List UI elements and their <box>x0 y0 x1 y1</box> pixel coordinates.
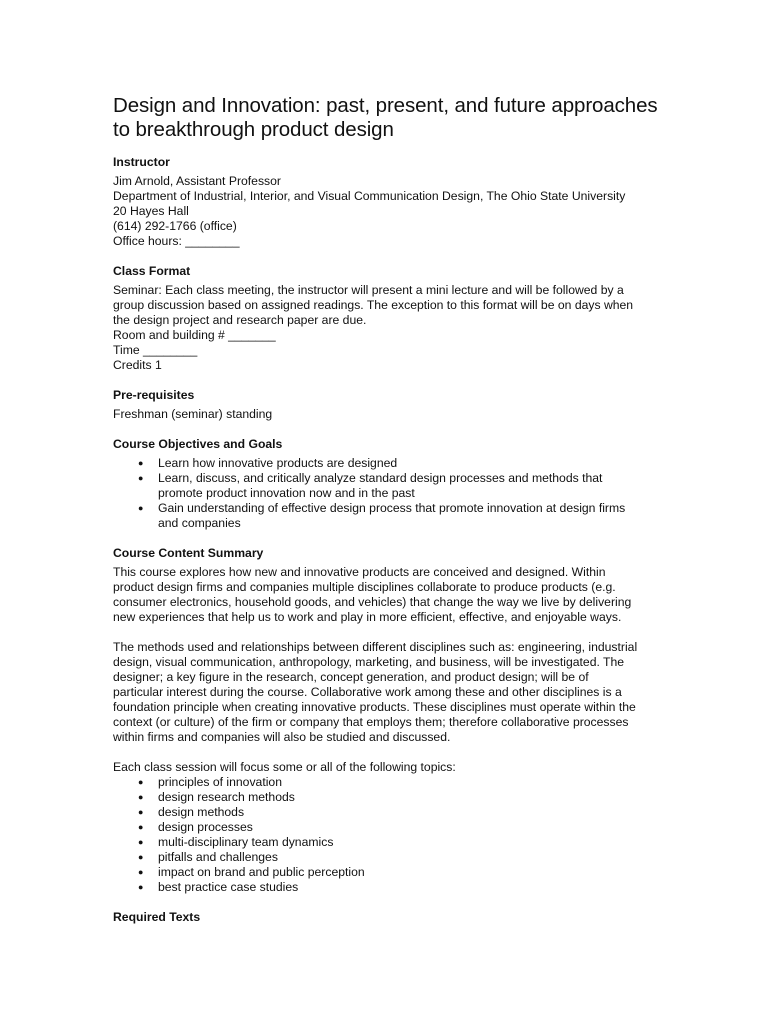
instructor-department: Department of Industrial, Interior, and Visual Communication Design, The Ohio State University <box>113 189 626 203</box>
bullet-icon: ● <box>138 807 144 817</box>
bullet-icon: ● <box>138 792 144 802</box>
topic-text: best practice case studies <box>158 880 299 894</box>
topic-text: design processes <box>158 820 253 834</box>
title-line-1: Design and Innovation: past, present, and future approaches <box>113 94 658 117</box>
objective-text: Learn how innovative products are designed <box>158 456 398 470</box>
title-line-2: to breakthrough product design <box>113 118 394 141</box>
instructor-phone: (614) 292-1766 (office) <box>113 219 237 233</box>
class-format-section <box>113 264 670 373</box>
topic-text: multi-disciplinary team dynamics <box>158 835 334 849</box>
topic-text: impact on brand and public perception <box>158 865 365 879</box>
paragraph-line: consumer electronics, household goods, and vehicles) that change the way we live by delivering <box>113 595 632 609</box>
paragraph-line: This course explores how new and innovative products are conceived and designed. Within <box>113 565 606 579</box>
paragraph-line: foundation principle when creating innovative products. These disciplines must operate within the <box>113 700 636 714</box>
class-format-heading: Class Format <box>113 264 191 278</box>
paragraph-line: within firms and companies will also be studied and discussed. <box>113 730 451 744</box>
prerequisites-text: Freshman (seminar) standing <box>113 407 273 421</box>
bullet-icon: ● <box>138 458 144 468</box>
topics-intro: Each class session will focus some or all of the following topics: <box>113 760 456 774</box>
list-item <box>138 880 670 895</box>
list-item <box>138 501 670 531</box>
instructor-office-hours: Office hours: ________ <box>113 234 240 248</box>
list-item <box>138 835 670 850</box>
bullet-icon: ● <box>138 837 144 847</box>
topics-list <box>113 775 670 895</box>
topic-text: pitfalls and challenges <box>158 850 278 864</box>
prerequisites-heading: Pre-requisites <box>113 388 195 402</box>
class-time: Time ________ <box>113 343 198 357</box>
list-item <box>138 820 670 835</box>
objective-text: promote product innovation now and in the past <box>158 486 415 500</box>
instructor-name: Jim Arnold, Assistant Professor <box>113 174 281 188</box>
list-item <box>138 471 670 501</box>
paragraph-line: designer; a key figure in the research, concept generation, and product design; will be of <box>113 670 589 684</box>
prerequisites-section <box>113 388 670 422</box>
objectives-list <box>113 456 670 531</box>
list-item <box>138 850 670 865</box>
paragraph-line: product design firms and companies multiple disciplines collaborate to produce products (e.g. <box>113 580 616 594</box>
bullet-icon: ● <box>138 852 144 862</box>
instructor-office: 20 Hayes Hall <box>113 204 189 218</box>
class-format-line: Seminar: Each class meeting, the instructor will present a mini lecture and will be followed by a <box>113 283 624 297</box>
credits: Credits 1 <box>113 358 162 372</box>
instructor-heading: Instructor <box>113 155 170 169</box>
bullet-icon: ● <box>138 822 144 832</box>
list-item <box>138 775 670 790</box>
paragraph-line: The methods used and relationships between different disciplines such as: engineering, industrial <box>113 640 638 654</box>
summary-paragraph-2 <box>113 640 670 745</box>
bullet-icon: ● <box>138 777 144 787</box>
topic-text: design methods <box>158 805 245 819</box>
list-item <box>138 790 670 805</box>
document-title <box>113 94 670 142</box>
class-format-line: the design project and research paper are due. <box>113 313 367 327</box>
content-summary-heading: Course Content Summary <box>113 546 264 560</box>
content-summary-section <box>113 546 670 895</box>
bullet-icon: ● <box>138 867 144 877</box>
list-item <box>138 865 670 880</box>
instructor-section <box>113 155 670 249</box>
topic-text: principles of innovation <box>158 775 282 789</box>
topic-text: design research methods <box>158 790 295 804</box>
objectives-heading: Course Objectives and Goals <box>113 437 283 451</box>
paragraph-line: design, visual communication, anthropology, marketing, and business, will be investigated. The <box>113 655 625 669</box>
objective-text: Learn, discuss, and critically analyze standard design processes and methods that <box>158 471 603 485</box>
list-item <box>138 805 670 820</box>
summary-paragraph-1 <box>113 565 670 625</box>
required-texts-heading: Required Texts <box>113 910 201 924</box>
objective-text: and companies <box>158 516 241 530</box>
bullet-icon: ● <box>138 503 144 513</box>
bullet-icon: ● <box>138 882 144 892</box>
paragraph-line: particular interest during the course. Collaborative work among these and other disciplines is a <box>113 685 622 699</box>
objectives-section <box>113 437 670 531</box>
required-texts-section <box>113 910 670 925</box>
paragraph-line: context (or culture) of the firm or company that employs them; therefore collaborative processes <box>113 715 629 729</box>
class-format-line: group discussion based on assigned readings. The exception to this format will be on days when <box>113 298 634 312</box>
list-item <box>138 456 670 471</box>
bullet-icon: ● <box>138 473 144 483</box>
room-building: Room and building # _______ <box>113 328 276 342</box>
paragraph-line: new experiences that help us to work and play in more efficient, effective, and enjoyable ways. <box>113 610 622 624</box>
objective-text: Gain understanding of effective design process that promote innovation at design firms <box>158 501 626 515</box>
